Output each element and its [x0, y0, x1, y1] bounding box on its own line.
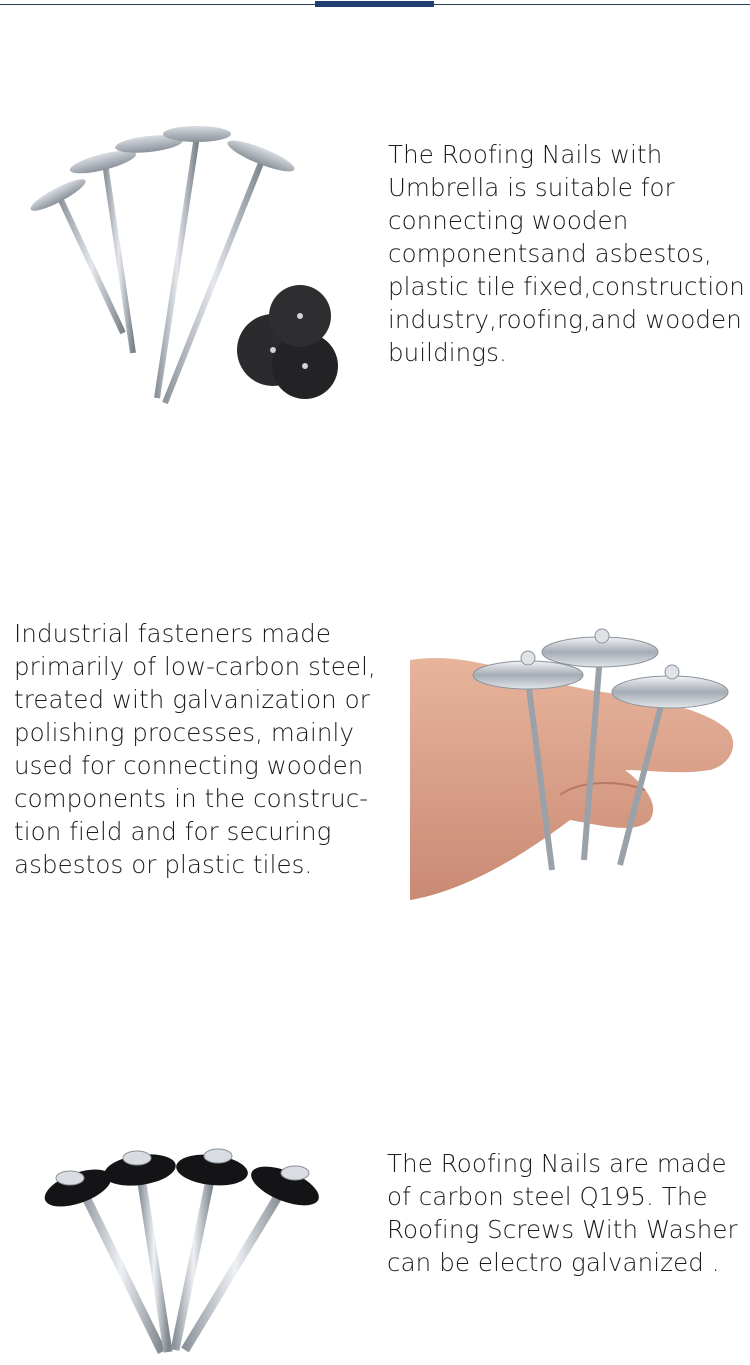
section-2-line: tion field and for securing	[14, 817, 332, 846]
section-3-line: Roofing Screws With Washer	[387, 1215, 738, 1244]
roofing-screws-with-washer-image	[40, 1140, 370, 1365]
section-1-line: componentsand asbestos,	[388, 239, 712, 268]
section-2-line: asbestos or plastic tiles.	[14, 850, 313, 879]
section-2-line: polishing processes, mainly	[14, 718, 355, 747]
section-3-line: can be electro galvanized .	[387, 1248, 720, 1277]
section-1-line: industry,roofing,and wooden	[388, 305, 742, 334]
section-2-line: components in the construc-	[14, 784, 369, 813]
hand-holding-nails-image	[410, 620, 740, 905]
section-1-line: Umbrella is suitable for	[388, 173, 675, 202]
section-1-line: plastic tile fixed,construction	[388, 272, 745, 301]
section-3-line: The Roofing Nails are made	[387, 1149, 727, 1178]
section-2-line: treated with galvanization or	[14, 685, 370, 714]
umbrella-roofing-nails-image	[25, 118, 355, 418]
section-3-description	[387, 1147, 747, 1279]
section-2-line: Industrial fasteners made	[14, 619, 332, 648]
section-1-description	[388, 138, 748, 369]
section-3-line: of carbon steel Q195. The	[387, 1182, 708, 1211]
section-1-line: buildings.	[388, 338, 507, 367]
section-2-line: used for connecting wooden	[14, 751, 364, 780]
section-2-description	[14, 617, 389, 881]
section-1-line: connecting wooden	[388, 206, 629, 235]
section-2-line: primarily of low-carbon steel,	[14, 652, 376, 681]
section-1-line: The Roofing Nails with	[388, 140, 663, 169]
header-accent-bar	[315, 1, 434, 7]
